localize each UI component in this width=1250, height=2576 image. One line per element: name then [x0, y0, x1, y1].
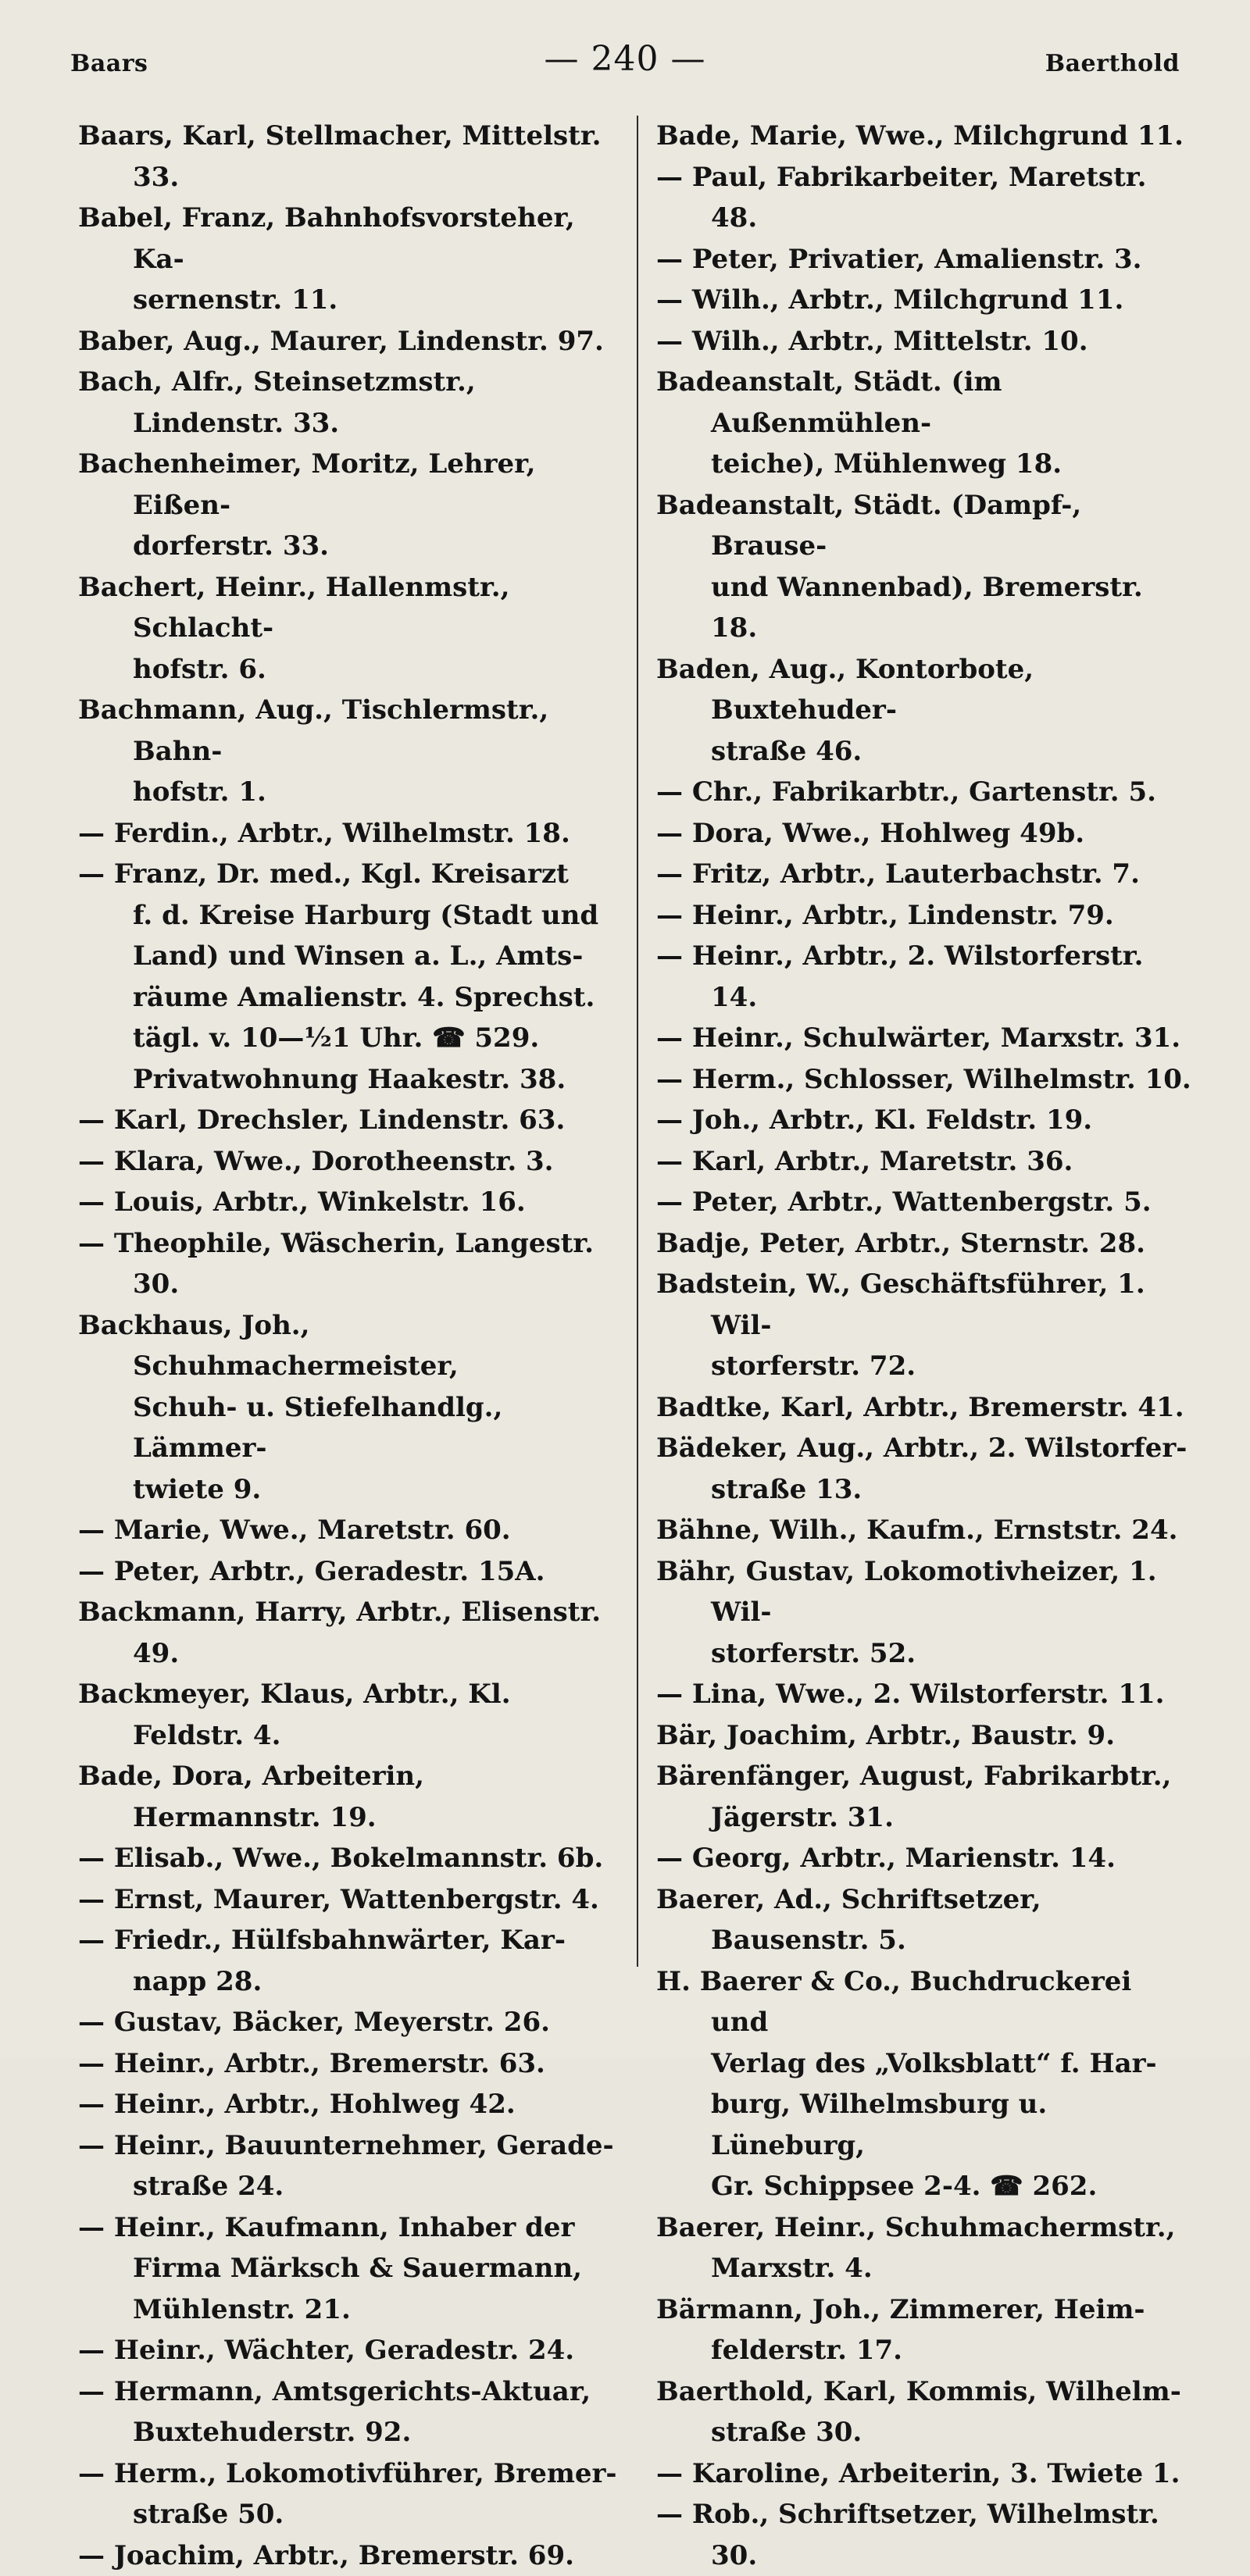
- header-first-entry: Baars: [70, 50, 148, 77]
- directory-entry: Backhaus, Joh., Schuhmachermeister, Schuh- u. Stiefelhandlg., Lämmer- twiete 9.: [78, 1305, 617, 1511]
- directory-entry: — Chr., Fabrikarbtr., Gartenstr. 5.: [656, 772, 1195, 813]
- directory-entry: Badeanstalt, Städt. (im Außenmühlen- teiche), Mühlenweg 18.: [656, 362, 1195, 485]
- directory-entry: — Karl, Drechsler, Lindenstr. 63.: [78, 1100, 617, 1141]
- directory-entry: — Joachim, Arbtr., Bremerstr. 69.: [78, 2535, 617, 2576]
- directory-entry: Bade, Marie, Wwe., Milchgrund 11.: [656, 116, 1195, 157]
- directory-entry: — Rob., Schriftsetzer, Wilhelmstr. 30.: [656, 2494, 1195, 2576]
- directory-entry: — Hermann, Amtsgerichts-Aktuar, Buxtehuderstr. 92.: [78, 2371, 617, 2453]
- directory-entry: Backmann, Harry, Arbtr., Elisenstr. 49.: [78, 1592, 617, 1674]
- directory-entry: — Herm., Schlosser, Wilhelmstr. 10.: [656, 1059, 1195, 1101]
- directory-entry: — Wilh., Arbtr., Milchgrund 11.: [656, 280, 1195, 321]
- page-number: — 240 —: [70, 39, 1180, 79]
- directory-entry: — Peter, Privatier, Amalienstr. 3.: [656, 239, 1195, 280]
- directory-entry: Babel, Franz, Bahnhofsvorsteher, Ka- sernenstr. 11.: [78, 198, 617, 321]
- directory-entry: — Paul, Fabrikarbeiter, Maretstr. 48.: [656, 157, 1195, 239]
- directory-entry: Badstein, W., Geschäftsführer, 1. Wil- storferstr. 72.: [656, 1264, 1195, 1387]
- right-column: [656, 116, 1195, 2576]
- directory-entry: — Heinr., Arbtr., Bremerstr. 63.: [78, 2043, 617, 2085]
- directory-entry: Bärenfänger, August, Fabrikarbtr., Jägerstr. 31.: [656, 1756, 1195, 1838]
- directory-entry: — Elisab., Wwe., Bokelmannstr. 6b.: [78, 1838, 617, 1879]
- directory-entry: H. Baerer & Co., Buchdruckerei und Verlag des „Volksblatt“ f. Har- burg, Wilhelmsburg u. Lüneburg, Gr. Schippsee 2-4. ☎ 262.: [656, 1961, 1195, 2207]
- running-head: [70, 39, 1180, 86]
- directory-entry: Bade, Dora, Arbeiterin, Hermannstr. 19.: [78, 1756, 617, 1838]
- directory-entry: Baars, Karl, Stellmacher, Mittelstr. 33.: [78, 116, 617, 198]
- directory-entry: Bachenheimer, Moritz, Lehrer, Eißen- dorferstr. 33.: [78, 444, 617, 567]
- directory-entry: — Joh., Arbtr., Kl. Feldstr. 19.: [656, 1100, 1195, 1141]
- directory-entry: — Heinr., Schulwärter, Marxstr. 31.: [656, 1018, 1195, 1059]
- directory-entry: Backmeyer, Klaus, Arbtr., Kl. Feldstr. 4.: [78, 1674, 617, 1756]
- directory-entry: — Peter, Arbtr., Geradestr. 15A.: [78, 1551, 617, 1593]
- directory-entry: Baden, Aug., Kontorbote, Buxtehuder- straße 46.: [656, 649, 1195, 772]
- directory-entry: — Heinr., Arbtr., Hohlweg 42.: [78, 2084, 617, 2125]
- directory-entry: — Theophile, Wäscherin, Langestr. 30.: [78, 1223, 617, 1305]
- directory-entry: — Karoline, Arbeiterin, 3. Twiete 1.: [656, 2453, 1195, 2495]
- directory-entry: — Franz, Dr. med., Kgl. Kreisarzt f. d. Kreise Harburg (Stadt und Land) und Winsen a. L., Amts- räume Amalienstr. 4. Sprechst. tägl. v. 10—½1 Uhr. ☎ 529. Privatwohnung Haakestr. 38.: [78, 854, 617, 1100]
- directory-entry: Baerer, Ad., Schriftsetzer, Bausenstr. 5.: [656, 1879, 1195, 1961]
- directory-entry: Bähne, Wilh., Kaufm., Ernststr. 24.: [656, 1510, 1195, 1551]
- directory-entry: Bärmann, Joh., Zimmerer, Heim- felderstr. 17.: [656, 2289, 1195, 2371]
- directory-entry: — Wilh., Arbtr., Mittelstr. 10.: [656, 321, 1195, 362]
- directory-entry: Bähr, Gustav, Lokomotivheizer, 1. Wil- storferstr. 52.: [656, 1551, 1195, 1675]
- directory-entry: Bädeker, Aug., Arbtr., 2. Wilstorfer- straße 13.: [656, 1428, 1195, 1510]
- directory-entry: Baerer, Heinr., Schuhmachermstr., Marxstr. 4.: [656, 2207, 1195, 2289]
- directory-entry: Bachmann, Aug., Tischlermstr., Bahn- hofstr. 1.: [78, 690, 617, 813]
- directory-entry: — Marie, Wwe., Maretstr. 60.: [78, 1510, 617, 1551]
- directory-entry: — Karl, Arbtr., Maretstr. 36.: [656, 1141, 1195, 1183]
- directory-entry: — Ferdin., Arbtr., Wilhelmstr. 18.: [78, 813, 617, 855]
- directory-entry: Bach, Alfr., Steinsetzmstr., Lindenstr. 33.: [78, 362, 617, 444]
- directory-entry: Baerthold, Karl, Kommis, Wilhelm- straße 30.: [656, 2371, 1195, 2453]
- directory-entry: — Klara, Wwe., Dorotheenstr. 3.: [78, 1141, 617, 1183]
- directory-entry: — Heinr., Bauunternehmer, Gerade- straße 24.: [78, 2125, 617, 2207]
- directory-entry: — Herm., Lokomotivführer, Bremer- straße 50.: [78, 2453, 617, 2535]
- directory-entry: Baber, Aug., Maurer, Lindenstr. 97.: [78, 321, 617, 362]
- directory-entry: — Heinr., Arbtr., 2. Wilstorferstr. 14.: [656, 936, 1195, 1018]
- directory-entry: Badeanstalt, Städt. (Dampf-, Brause- und Wannenbad), Bremerstr. 18.: [656, 485, 1195, 649]
- directory-entry: — Georg, Arbtr., Marienstr. 14.: [656, 1838, 1195, 1879]
- directory-entry: Badtke, Karl, Arbtr., Bremerstr. 41.: [656, 1387, 1195, 1429]
- directory-entry: — Gustav, Bäcker, Meyerstr. 26.: [78, 2002, 617, 2043]
- directory-entry: Bachert, Heinr., Hallenmstr., Schlacht- hofstr. 6.: [78, 567, 617, 690]
- directory-entry: — Dora, Wwe., Hohlweg 49b.: [656, 813, 1195, 855]
- directory-entry: — Heinr., Wächter, Geradestr. 24.: [78, 2330, 617, 2371]
- column-divider: [637, 116, 638, 1967]
- directory-entry: — Friedr., Hülfsbahnwärter, Kar- napp 28.: [78, 1920, 617, 2002]
- directory-entry: — Heinr., Arbtr., Lindenstr. 79.: [656, 895, 1195, 937]
- directory-entry: — Heinr., Kaufmann, Inhaber der Firma Märksch & Sauermann, Mühlenstr. 21.: [78, 2207, 617, 2331]
- directory-entry: — Peter, Arbtr., Wattenbergstr. 5.: [656, 1182, 1195, 1223]
- directory-entry: Badje, Peter, Arbtr., Sternstr. 28.: [656, 1223, 1195, 1265]
- directory-entry: — Lina, Wwe., 2. Wilstorferstr. 11.: [656, 1674, 1195, 1715]
- directory-columns: [78, 116, 1195, 1990]
- directory-entry: — Louis, Arbtr., Winkelstr. 16.: [78, 1182, 617, 1223]
- directory-entry: Bär, Joachim, Arbtr., Baustr. 9.: [656, 1715, 1195, 1757]
- header-last-entry: Baerthold: [1045, 50, 1180, 77]
- directory-entry: — Ernst, Maurer, Wattenbergstr. 4.: [78, 1879, 617, 1921]
- directory-entry: — Fritz, Arbtr., Lauterbachstr. 7.: [656, 854, 1195, 895]
- left-column: [78, 116, 617, 2576]
